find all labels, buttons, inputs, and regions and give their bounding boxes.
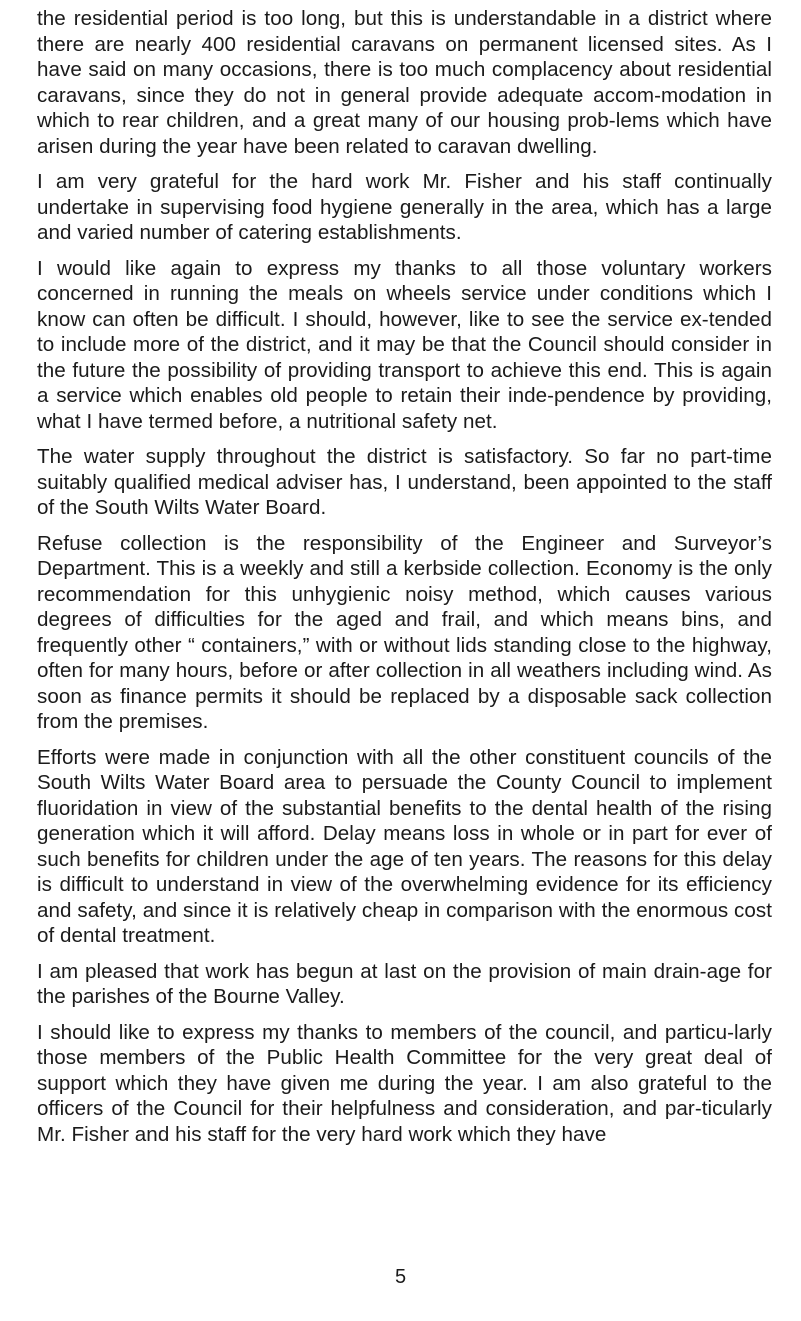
paragraph-refuse-collection: Refuse collection is the responsibility of the Engineer and Surveyor’s Department. This is a weekly and still a kerbside collection. Economy is the only recommendation for this unhygienic noisy method, which causes various degrees of difficulties for the aged and frail, and which means bins, and frequently other “ containers,” with or without lids standing close to the highway, often for many hours, before or after collection in all weathers including wind. As soon as finance permits it should be replaced by a disposable sack collection from the premises.	[37, 531, 772, 733]
page-number: 5	[394, 1266, 407, 1288]
document-page	[37, 6, 772, 1157]
paragraph-drainage: I am pleased that work has begun at last on the provision of main drain-age for the parishes of the Bourne Valley.	[37, 959, 772, 1008]
paragraph-caravans: the residential period is too long, but this is understandable in a district where there are nearly 400 residential caravans on permanent licensed sites. As I have said on many occasions, there is too much complacency about residential caravans, since they do not in general provide adequate accom-modation in which to rear children, and a great many of our housing prob-lems which have arisen during the year have been related to caravan dwelling.	[37, 7, 772, 158]
paragraph-meals-on-wheels: I would like again to express my thanks to all those voluntary workers concerned in running the meals on wheels service under conditions which I know can often be difficult. I should, however, like to see the service ex-tended to include more of the district, and it may be that the Council should consider in the future the possibility of providing transport to achieve this end. This is again a service which enables old people to retain their inde-pendence by providing, what I have termed before, a nutritional safety net.	[37, 256, 772, 433]
paragraph-food-hygiene: I am very grateful for the hard work Mr. Fisher and his staff continually undertake in supervising food hygiene generally in the area, which has a large and varied number of catering establishments.	[37, 170, 772, 244]
paragraph-fluoridation: Efforts were made in conjunction with all the other constituent councils of the South Wilts Water Board area to persuade the County Council to implement fluoridation in view of the substantial benefits to the dental health of the rising generation which it will afford. Delay means loss in whole or in part for ever of such benefits for children under the age of ten years. The reasons for this delay is difficult to understand in view of the overwhelming evidence for its efficiency and safety, and since it is relatively cheap in comparison with the enormous cost of dental treatment.	[37, 745, 772, 947]
paragraph-water-supply: The water supply throughout the district is satisfactory. So far no part-time suitably qualified medical adviser has, I understand, been appointed to the staff of the South Wilts Water Board.	[37, 445, 772, 519]
paragraph-thanks: I should like to express my thanks to members of the council, and particu-larly those members of the Public Health Committee for the very great deal of support which they have given me during the year. I am also grateful to the officers of the Council for their helpfulness and consideration, and par-ticularly Mr. Fisher and his staff for the very hard work which they have	[37, 1020, 772, 1146]
